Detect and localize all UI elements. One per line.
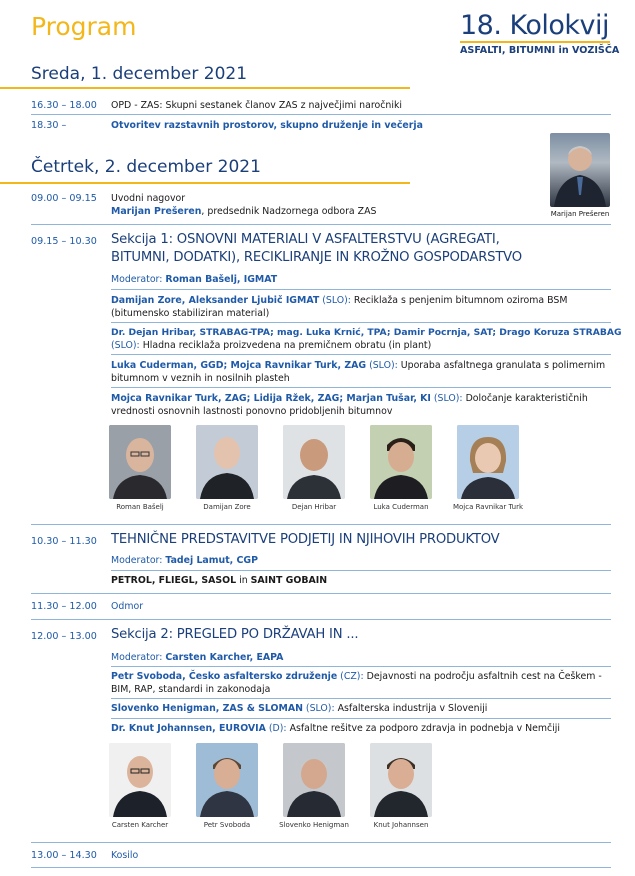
s1-talk3: Luka Cuderman, GGD; Mojca Ravnikar Turk, ZAG (SLO): Uporaba asfaltnega granulata s polimernim bitumnom v veznih in nosilnih plasteh xyxy=(111,360,606,384)
photo-caption: Roman Bašelj xyxy=(116,503,164,511)
s1-moderator: Moderator: Roman Bašelj, IGMAT xyxy=(111,274,278,285)
opening-title: Uvodni nagovor xyxy=(111,193,186,204)
divider xyxy=(31,524,611,525)
photo-caption: Mojca Ravnikar Turk xyxy=(452,503,524,511)
s2-title: Sekcija 2: PREGLED PO DRŽAVAH IN ... xyxy=(111,627,359,642)
s2-talk2: Slovenko Henigman, ZAS & SLOMAN (SLO): Asfalterska industrija v Sloveniji xyxy=(111,703,488,714)
s1-time: 09.15 – 10.30 xyxy=(31,236,97,247)
day1-item2-text: Otvoritev razstavnih prostorov, skupno druženje in večerja xyxy=(111,120,423,131)
photo-roman-baselj xyxy=(109,425,171,499)
photo-caption: Petr Svoboda xyxy=(203,821,251,829)
day1-item1-time: 16.30 – 18.00 xyxy=(31,100,97,111)
day1-title: Sreda, 1. december 2021 xyxy=(31,64,248,84)
s1-moderator-name: Roman Bašelj, IGMAT xyxy=(165,274,278,285)
tech-moderator-name: Tadej Lamut, CGP xyxy=(165,555,258,566)
photo-knut-johannsen xyxy=(370,743,432,817)
day2-title: Četrtek, 2. december 2021 xyxy=(31,157,261,177)
divider xyxy=(111,322,611,323)
photo-damijan-zore xyxy=(196,425,258,499)
brand-title: 18. Kolokvij xyxy=(460,10,610,41)
photo-luka-cuderman xyxy=(370,425,432,499)
photo-caption: Luka Cuderman xyxy=(373,503,429,511)
photo-slovenko-henigman xyxy=(283,743,345,817)
divider xyxy=(111,666,611,667)
divider xyxy=(111,718,611,719)
s1-talk2: Dr. Dejan Hribar, STRABAG-TPA; mag. Luka Krnić, TPA; Damir Pocrnja, SAT; Drago Koruza STRABAG (SLO): Hladna reciklaža proizvedena na premičnem obratu (in plant) xyxy=(111,327,622,351)
tech-moderator: Moderator: Tadej Lamut, CGP xyxy=(111,555,258,566)
divider xyxy=(31,842,611,843)
opening-time: 09.00 – 09.15 xyxy=(31,193,97,204)
photo-caption: Knut Johannsen xyxy=(373,821,429,829)
s1-title-line2: BITUMNI, DODATKI), RECIKLIRANJE IN KROŽNO GOSPODARSTVO xyxy=(111,250,522,265)
tech-time: 10.30 – 11.30 xyxy=(31,536,97,547)
brand-subtitle: ASFALTI, BITUMNI in VOZIŠČA xyxy=(460,45,620,56)
s2-talk1: Petr Svoboda, Česko asfaltersko združenje (CZ): Dejavnosti na področju asfaltnih cest na Češkem - BIM, RAP, standardi in zakonodaja xyxy=(111,671,602,695)
day1-underline xyxy=(0,87,410,89)
break-time: 11.30 – 12.00 xyxy=(31,601,97,612)
lunch-time: 13.00 – 14.30 xyxy=(31,850,97,861)
divider xyxy=(31,867,611,868)
photo-petr-svoboda xyxy=(196,743,258,817)
divider xyxy=(31,114,611,115)
break-text: Odmor xyxy=(111,601,144,612)
s1-talk1: Damijan Zore, Aleksander Ljubič IGMAT (SLO): Reciklaža s penjenim bitumnom oziroma BSM (bitumensko stabiliziran material) xyxy=(111,295,568,319)
photo-carsten-karcher xyxy=(109,743,171,817)
s2-moderator-name: Carsten Karcher, EAPA xyxy=(165,652,284,663)
divider xyxy=(111,570,611,571)
divider xyxy=(31,619,611,620)
portrait-marijan-preseren xyxy=(550,133,610,207)
day2-underline xyxy=(0,182,410,184)
s2-moderator: Moderator: Carsten Karcher, EAPA xyxy=(111,652,284,663)
photo-mojca-ravnikar-turk xyxy=(457,425,519,499)
photo-caption: Slovenko Henigman xyxy=(279,821,349,829)
divider xyxy=(31,224,611,225)
s2-talk3: Dr. Knut Johannsen, EUROVIA (D): Asfaltne rešitve za podporo zdravja in podnebja v Nemčiji xyxy=(111,723,561,734)
brand-yellow-bar xyxy=(460,41,610,43)
day1-item2-time: 18.30 – xyxy=(31,120,67,131)
s1-talk4: Mojca Ravnikar Turk, ZAG; Lidija Ržek, ZAG; Marjan Tušar, KI (SLO): Določanje karakterističnih vrednosti osnovnih lastnosti ponovno pridobljenih bitumnov xyxy=(111,393,588,417)
s2-time: 12.00 – 13.00 xyxy=(31,631,97,642)
program-heading: Program xyxy=(31,12,137,41)
photo-dejan-hribar xyxy=(283,425,345,499)
divider xyxy=(111,387,611,388)
divider xyxy=(111,354,611,355)
lunch-text: Kosilo xyxy=(111,850,139,861)
divider xyxy=(111,698,611,699)
divider xyxy=(111,289,611,290)
opening-speaker-role: , predsednik Nadzornega odbora ZAS xyxy=(201,206,377,217)
opening-speaker-name: Marijan Prešeren xyxy=(111,206,202,217)
tech-companies: PETROL, FLIEGL, SASOL in SAINT GOBAIN xyxy=(111,575,328,586)
photo-caption: Dejan Hribar xyxy=(291,503,337,511)
opening-speaker xyxy=(111,205,376,218)
tech-title: TEHNIČNE PREDSTAVITVE PODJETIJ IN NJIHOVIH PRODUKTOV xyxy=(111,532,500,547)
s1-title-line1: Sekcija 1: OSNOVNI MATERIALI V ASFALTERSTVU (AGREGATI, xyxy=(111,232,500,247)
photo-caption: Damijan Zore xyxy=(203,503,251,511)
day1-item1-text: OPD - ZAS: Skupni sestanek članov ZAS z največjimi naročniki xyxy=(111,100,402,111)
divider xyxy=(31,593,611,594)
photo-caption: Carsten Karcher xyxy=(111,821,169,829)
portrait-caption: Marijan Prešeren xyxy=(550,210,610,218)
